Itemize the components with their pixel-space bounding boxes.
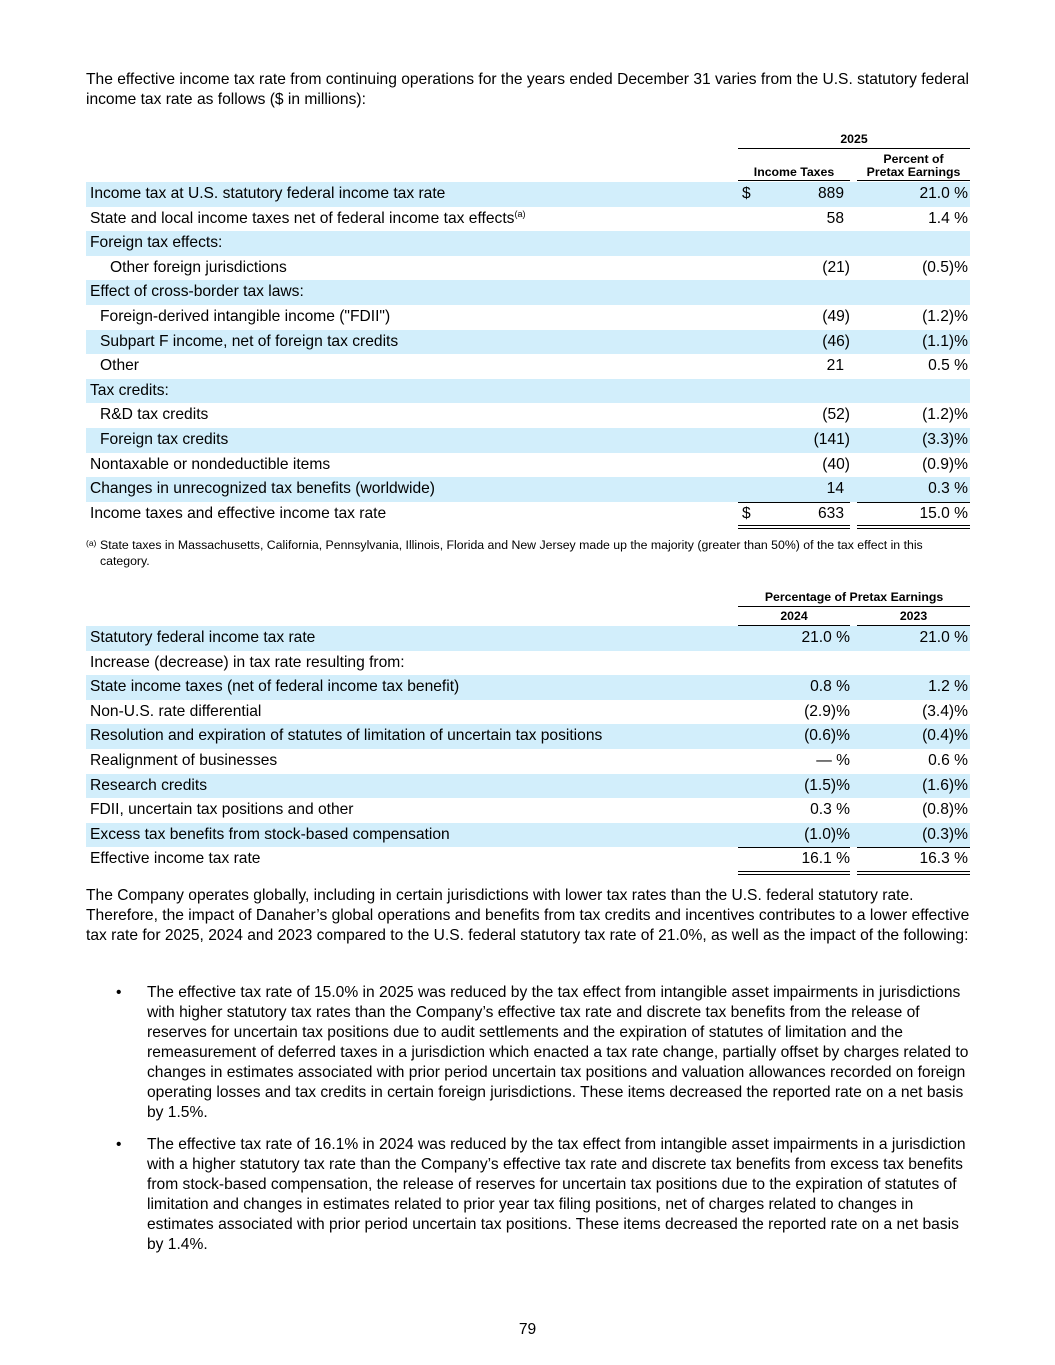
footnote-mark: (a) <box>86 538 97 548</box>
row-label: Foreign tax credits <box>100 430 229 448</box>
income-taxes-value: 14 <box>826 480 844 498</box>
income-taxes-value: (46) <box>822 332 850 350</box>
value-2023: (1.6)% <box>922 776 968 794</box>
value-2024: 0.8 % <box>810 678 850 696</box>
percent-value: (1.1)% <box>922 332 968 350</box>
total-double-rule <box>857 871 970 875</box>
row-label: Subpart F income, net of foreign tax credits <box>100 332 399 350</box>
table1-year: 2025 <box>840 132 868 146</box>
row-label: Other <box>100 357 139 375</box>
income-taxes-value: 889 <box>817 185 844 202</box>
table-row-total <box>86 847 970 872</box>
income-taxes-value: 58 <box>826 209 844 227</box>
value-2023: 1.2 % <box>928 678 968 696</box>
row-label: Effect of cross-border tax laws: <box>90 283 304 301</box>
table-row <box>86 256 970 281</box>
income-taxes-value: (21) <box>822 258 850 276</box>
dollar-sign: $ <box>742 185 751 202</box>
tax-rate-table-2024-2023 <box>86 588 970 872</box>
row-label: State and local income taxes net of federal income tax effects$^{(a)}$ <box>90 208 526 227</box>
row-label: Changes in unrecognized tax benefits (worldwide) <box>90 480 435 498</box>
footnote-ref: (a) <box>514 208 526 219</box>
table2-col-2023: 2023 <box>899 609 928 623</box>
percent-value: 21.0 % <box>919 185 968 202</box>
row-label: Resolution and expiration of statutes of limitation of uncertain tax positions <box>90 727 603 745</box>
table2-col-2024: 2024 <box>780 609 808 623</box>
footnote-text: State taxes in Massachusetts, California, Pennsylvania, Illinois, Florida and New Jersey made up the majority (greater than 50%) of the tax effect in this category. <box>100 538 923 568</box>
table1-year-underline <box>738 148 970 149</box>
percent-value: (0.9)% <box>922 455 968 473</box>
table-row <box>86 428 970 453</box>
table-row-total <box>86 502 970 527</box>
bullet-icon: • <box>116 984 122 1001</box>
bullet-icon: • <box>116 1136 122 1153</box>
value-2023: (0.4)% <box>922 727 968 745</box>
row-label: Research credits <box>90 776 207 794</box>
table2-header-label: Percentage of Pretax Earnings <box>764 590 944 604</box>
row-label: Foreign-derived intangible income ("FDII") <box>100 307 391 325</box>
row-label: State income taxes (net of federal income tax benefit) <box>90 678 460 696</box>
income-taxes-value: 21 <box>826 357 844 375</box>
body-paragraph: The Company operates globally, including in certain jurisdictions with lower tax rates than the U.S. federal statutory rate. Therefore, the impact of Danaher’s global operations and benefits from tax credits and incentives contributes to a lower effective tax rate for 2025, 2024 and 2023 compared to the U.S. federal statutory tax rate of 21.0%, as well as the impact of the following: <box>86 887 970 944</box>
row-label: Excess tax benefits from stock-based compensation <box>90 825 450 843</box>
value-2024: (1.0)% <box>804 825 850 843</box>
total-double-rule <box>738 871 850 875</box>
percent-value: 0.3 % <box>928 480 968 498</box>
value-2024: (0.6)% <box>804 727 850 745</box>
income-taxes-value: (52) <box>822 406 850 424</box>
value-2024: (1.5)% <box>804 776 850 794</box>
table1-col-income-taxes: Income Taxes <box>753 165 835 179</box>
footnote <box>86 537 970 569</box>
value-2023: 16.3 % <box>919 850 968 868</box>
bullet-item <box>86 983 970 1123</box>
row-label: FDII, uncertain tax positions and other <box>90 801 354 819</box>
table-row <box>86 749 970 774</box>
value-2023: 0.6 % <box>928 751 968 769</box>
income-taxes-value: (141) <box>813 430 850 448</box>
value-2023: (0.8)% <box>922 801 968 819</box>
row-label: Statutory federal income tax rate <box>90 629 316 646</box>
row-label: Nontaxable or nondeductible items <box>90 455 331 473</box>
table1-col-percent <box>857 153 970 179</box>
row-label: Non-U.S. rate differential <box>90 702 262 720</box>
row-label: Foreign tax effects: <box>90 234 223 252</box>
dollar-sign: $ <box>742 504 751 522</box>
bullet-text: The effective tax rate of 16.1% in 2024 was reduced by the tax effect from intangible asset impairments in a jurisdiction with a higher statutory tax rate than the Company’s effective tax rate and discrete tax benefits from excess tax benefits from stock-based compensation, the release of reserves for uncertain tax positions due to the expiration of statutes of limitation and changes in estimates related to prior year tax filing positions, net of charges related to changes in estimates associated with prior period uncertain tax positions. These items decreased the reported rate on a net basis by 1.4%. <box>147 1136 966 1253</box>
row-label: Realignment of businesses <box>90 751 278 769</box>
table-row <box>86 354 970 379</box>
percent-value: (3.3)% <box>922 430 968 448</box>
table-row <box>86 379 970 404</box>
row-label: Effective income tax rate <box>90 850 261 868</box>
table-row <box>86 774 970 799</box>
page-number: 79 <box>518 1321 537 1338</box>
table-row <box>86 330 970 355</box>
percent-value: (1.2)% <box>922 307 968 325</box>
row-label: Increase (decrease) in tax rate resulting from: <box>90 653 405 671</box>
table-row <box>86 651 970 676</box>
income-taxes-value: (40) <box>822 455 850 473</box>
value-2024: (2.9)% <box>804 702 850 720</box>
table1-col-percent-line1: Percent of <box>883 152 944 166</box>
bullet-text: The effective tax rate of 15.0% in 2025 was reduced by the tax effect from intangible asset impairments in jurisdictions with higher statutory tax rates than the Company’s effective tax rate and discrete tax benefits from the release of reserves for uncertain tax positions due to audit settlements and the expiration of statutes of limitation and the remeasurement of deferred taxes in a jurisdiction which enacted a tax rate change, partially offset by charges related to changes in estimates associated with prior period uncertain tax positions and valuation allowances recorded on foreign operating losses and tax credits in certain foreign jurisdictions. These items decreased the reported rate on a net basis by 1.5%. <box>147 984 969 1121</box>
table-row <box>86 477 970 502</box>
bullet-item <box>86 1135 970 1255</box>
row-label: Income taxes and effective income tax rate <box>90 504 387 522</box>
table-row <box>86 626 970 651</box>
table-row <box>86 231 970 256</box>
table1-col1-underline <box>738 180 850 181</box>
table-row <box>86 700 970 725</box>
table-row <box>86 403 970 428</box>
row-label: Tax credits: <box>90 381 169 399</box>
row-label: Income tax at U.S. statutory federal income tax rate <box>90 185 446 202</box>
row-label: R&D tax credits <box>100 406 209 424</box>
table-row <box>86 724 970 749</box>
percent-value: (0.5)% <box>922 258 968 276</box>
percent-value: 1.4 % <box>928 209 968 227</box>
income-taxes-value: 633 <box>817 504 844 522</box>
total-double-rule <box>738 525 850 529</box>
table-row <box>86 823 970 848</box>
intro-paragraph: The effective income tax rate from continuing operations for the years ended December 31 varies from the U.S. statutory federal income tax rate as follows ($ in millions): <box>86 71 969 108</box>
table-row <box>86 207 970 232</box>
table1-col2-underline <box>857 180 970 181</box>
value-2023: (0.3)% <box>922 825 968 843</box>
value-2024: 21.0 % <box>801 629 850 646</box>
table-row <box>86 798 970 823</box>
income-taxes-value: (49) <box>822 307 850 325</box>
table1-header <box>86 130 970 182</box>
tax-rate-table-2025 <box>86 130 970 526</box>
value-2024: 0.3 % <box>810 801 850 819</box>
value-2024: — % <box>816 751 850 769</box>
total-double-rule <box>857 525 970 529</box>
percent-value: 0.5 % <box>928 357 968 375</box>
row-label: Other foreign jurisdictions <box>110 258 287 276</box>
table-row <box>86 182 970 207</box>
value-2023: (3.4)% <box>922 702 968 720</box>
table2-header <box>86 588 970 626</box>
table-row <box>86 305 970 330</box>
value-2023: 21.0 % <box>919 629 968 646</box>
table2-header-underline <box>738 606 970 607</box>
value-2024: 16.1 % <box>801 850 850 868</box>
table-row <box>86 453 970 478</box>
table-row <box>86 675 970 700</box>
table1-col-percent-line2: Pretax Earnings <box>866 165 961 179</box>
percent-value: (1.2)% <box>922 406 968 424</box>
table-row <box>86 280 970 305</box>
percent-value: 15.0 % <box>919 504 968 522</box>
